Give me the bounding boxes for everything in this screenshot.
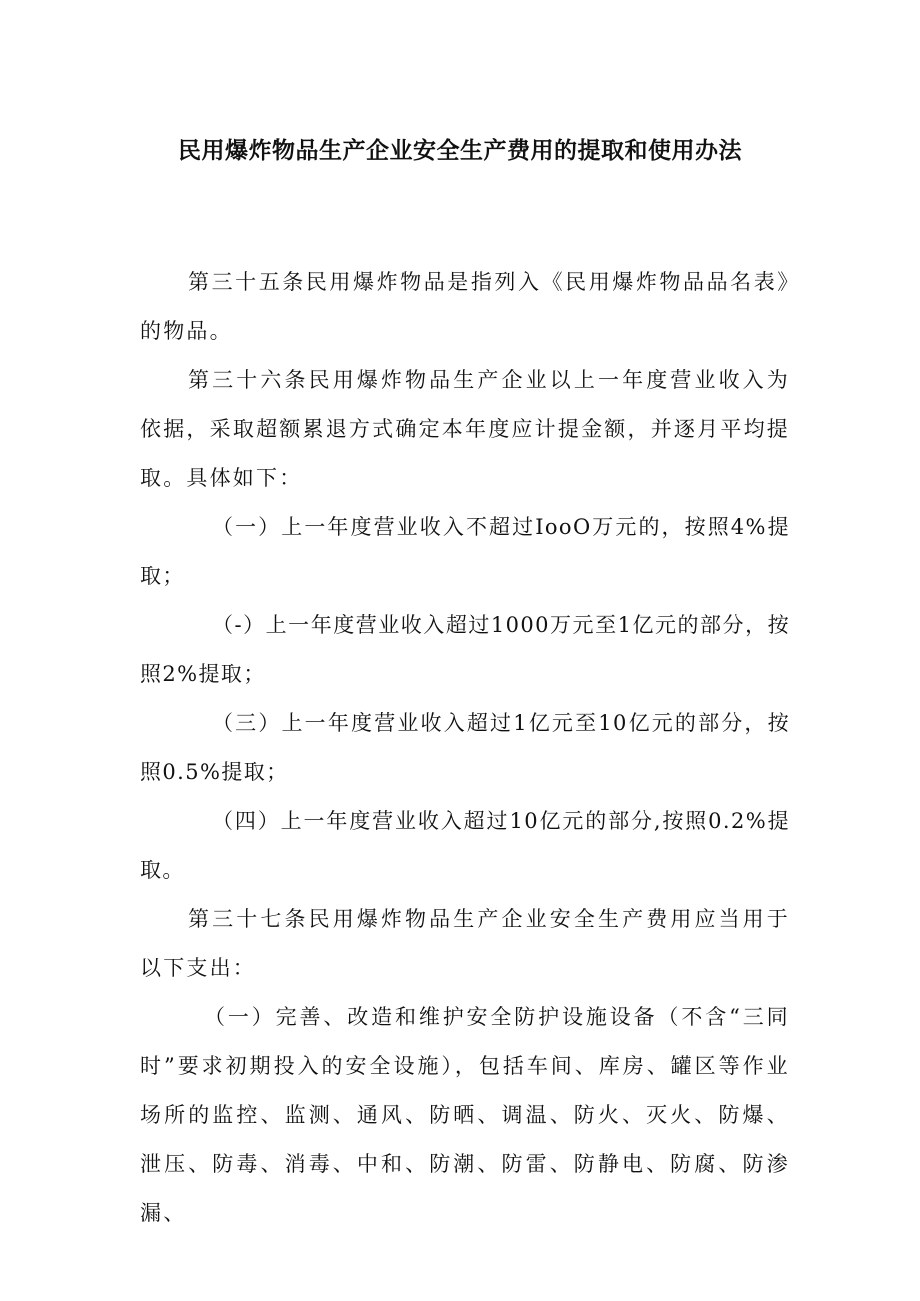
article-37-item-1: （一）完善、改造和维护安全防护设施设备（不含“三同时”要求初期投入的安全设施），包括车间、库房、罐区等作业场所的监控、监测、通风、防晒、调温、防火、灭火、防爆、泄压、防毒、消毒、中和、防潮、防雷、防静电、防腐、防渗漏、 <box>140 1005 790 1225</box>
article-37-paragraph: 第三十七条民用爆炸物品生产企业安全生产费用应当用于以下支出： <box>140 907 790 980</box>
article-35-paragraph: 第三十五条民用爆炸物品是指列入《民用爆炸物品品名表》的物品。 <box>140 270 790 343</box>
article-36-item-4: （四）上一年度营业收入超过10亿元的部分,按照0.2%提取。 <box>140 809 790 882</box>
article-36-item-1: （一）上一年度营业收入不超过IooO万元的，按照4%提取； <box>140 515 790 588</box>
article-36-paragraph: 第三十六条民用爆炸物品生产企业以上一年度营业收入为依据，采取超额累退方式确定本年度应计提金额，并逐月平均提取。具体如下： <box>140 368 790 490</box>
document-body <box>140 258 790 1238</box>
article-36-item-3: （三）上一年度营业收入超过1亿元至10亿元的部分，按照0.5%提取； <box>140 711 790 784</box>
document-title: 民用爆炸物品生产企业安全生产费用的提取和使用办法 <box>178 138 742 164</box>
article-36-item-2: （-）上一年度营业收入超过1000万元至1亿元的部分，按照2%提取； <box>140 613 790 686</box>
